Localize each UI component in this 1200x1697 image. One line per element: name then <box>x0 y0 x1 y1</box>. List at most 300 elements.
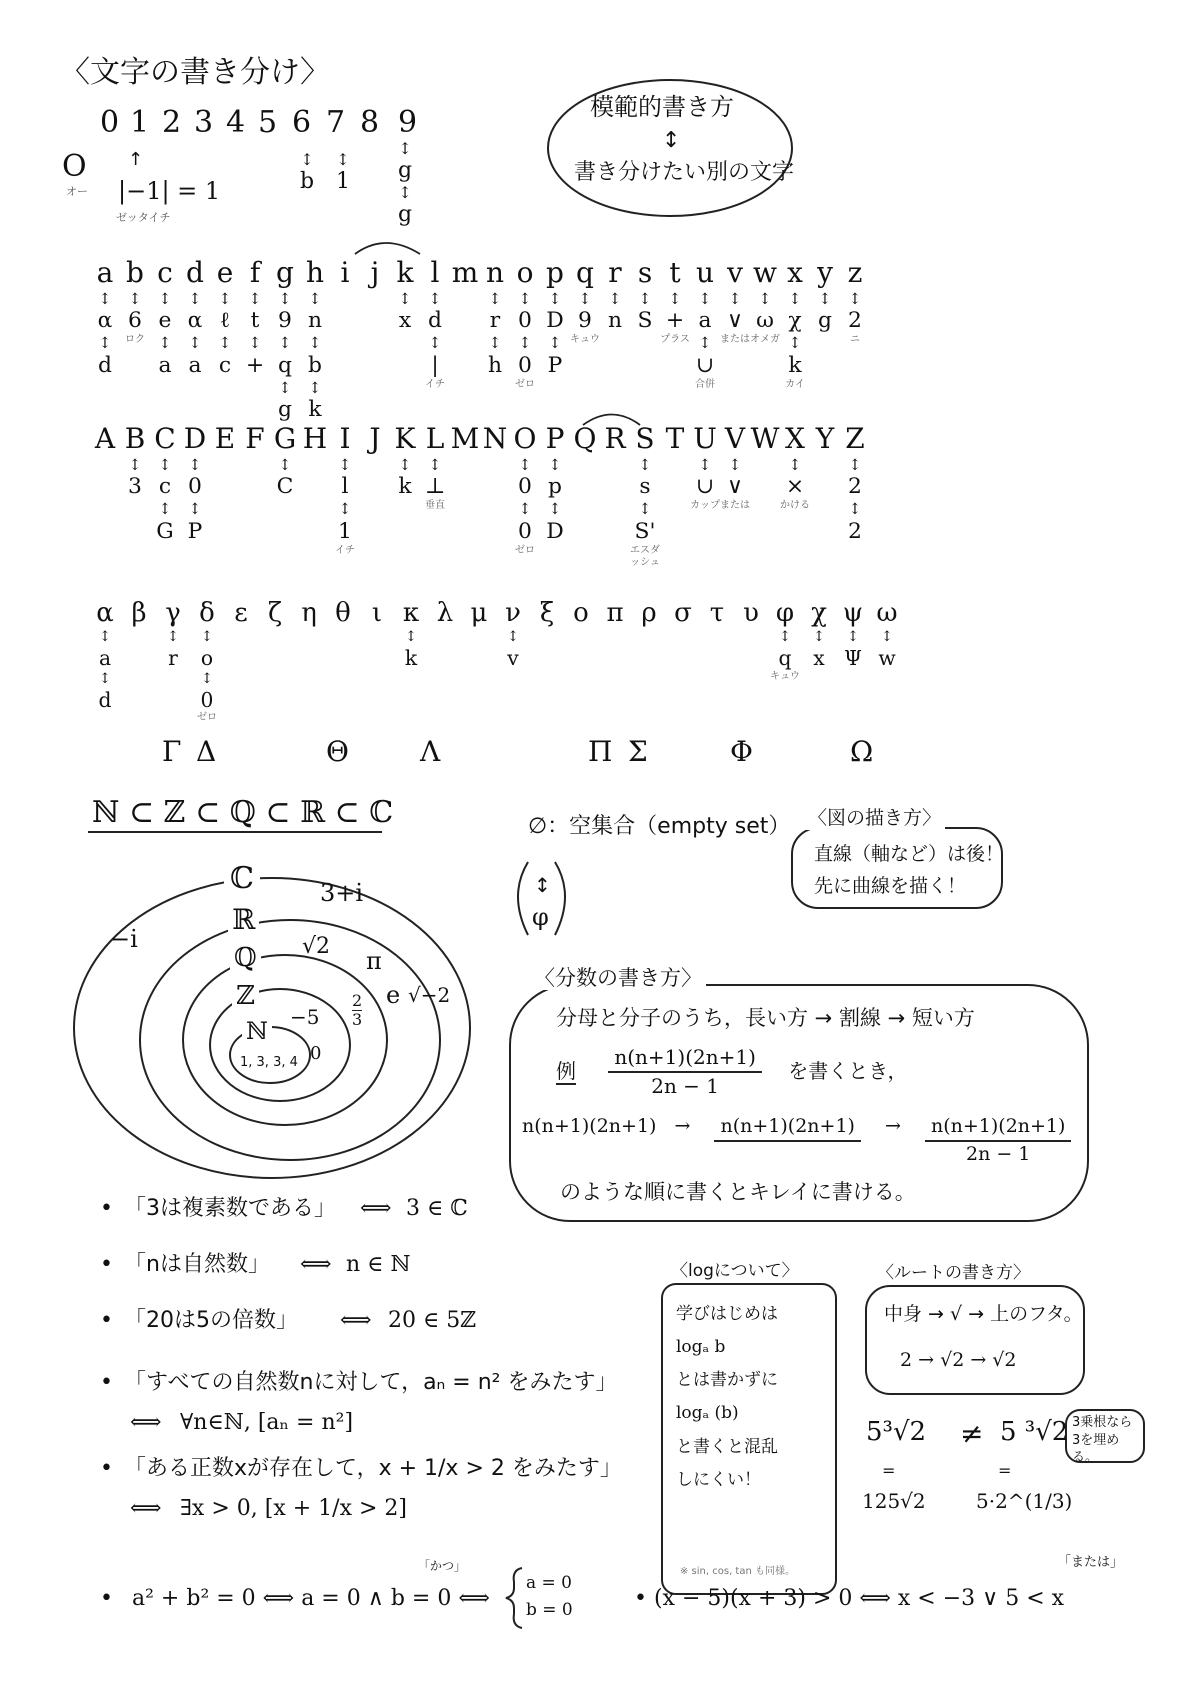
lower-char: v <box>727 256 743 289</box>
double-arrow-icon: ↕ <box>99 670 111 687</box>
statement-bullet: • <box>100 1370 113 1395</box>
greek-char: θ <box>335 598 351 628</box>
lower-alt: c <box>218 352 232 378</box>
greek-6 <box>258 598 292 629</box>
digit-4: 4 <box>226 105 246 140</box>
upper-26 <box>840 422 870 545</box>
upper-alt: ⊥ <box>424 474 446 500</box>
lower-alt: g <box>278 397 292 423</box>
lower-alt: n <box>607 308 623 334</box>
upper-char: P <box>545 422 565 455</box>
lower-char: d <box>186 256 204 289</box>
double-arrow-icon: ↕ <box>248 289 262 308</box>
double-arrow-icon: ↕ <box>548 455 562 474</box>
double-arrow-icon: ↕ <box>518 289 532 308</box>
greek-char: φ <box>775 598 795 628</box>
upper-18 <box>600 422 630 456</box>
upper-8 <box>300 422 330 456</box>
lower-note: ロク <box>125 334 145 346</box>
upper-char: J <box>369 422 381 455</box>
double-arrow-icon: ↕ <box>668 289 682 308</box>
double-arrow-icon: ↕ <box>698 455 712 474</box>
lower-alt: | <box>431 352 439 378</box>
statement-left: 「3は複素数である」 <box>124 1196 336 1221</box>
lower-alt: P <box>547 352 563 378</box>
lower-note: カイ <box>785 378 805 390</box>
lower-char: z <box>847 256 863 289</box>
iff-icon: ⟺ <box>340 1308 372 1333</box>
greek-char: α <box>96 598 114 628</box>
root-compare-right: 5 ³√2 <box>1000 1417 1069 1447</box>
lower-alt: a <box>188 352 202 378</box>
double-arrow-icon: ↕ <box>548 500 562 519</box>
greek-char: υ <box>743 598 759 628</box>
greek-4 <box>190 598 224 724</box>
example-minus5: −5 <box>290 1005 320 1029</box>
lower-10 <box>360 256 390 290</box>
double-arrow-icon: ↕ <box>428 289 442 308</box>
statement-right: 20 ∈ 5ℤ <box>388 1308 477 1333</box>
iff-icon: ⟺ <box>360 1196 392 1221</box>
empty-set-label: ：空集合（empty set） <box>547 814 791 839</box>
double-arrow-icon: ↕ <box>398 455 412 474</box>
greek-char: δ <box>199 598 215 628</box>
greek-upper-8: Ω <box>850 735 874 768</box>
bottom-left-annotation: 「かつ」 <box>418 1559 467 1573</box>
double-arrow-icon: ↕ <box>813 629 825 646</box>
lower-alt: 9 <box>578 308 592 334</box>
greek-9 <box>360 598 394 629</box>
greek-10 <box>394 598 428 671</box>
example-sqrt-minus2: √−2 <box>408 983 451 1007</box>
lower-char: b <box>126 256 144 289</box>
greek-alt: x <box>813 646 825 671</box>
lower-char: c <box>157 256 173 289</box>
upper-3 <box>150 422 180 545</box>
double-arrow-icon: ↕ <box>338 500 352 519</box>
lower-char: r <box>608 256 622 289</box>
upper-char: K <box>394 422 416 455</box>
example-minus-i: −i <box>110 925 138 953</box>
greek-char: λ <box>436 598 454 628</box>
greek-char: π <box>606 598 624 628</box>
greek-18 <box>666 598 700 629</box>
lower-alt: 0 <box>518 308 532 334</box>
lower-char: s <box>637 256 653 289</box>
double-arrow-icon: ↕ <box>848 289 862 308</box>
greek-alt: a <box>98 646 112 671</box>
greek-note: キュウ <box>770 670 800 682</box>
upper-6 <box>240 422 270 456</box>
double-arrow-icon: ↕ <box>128 455 142 474</box>
double-arrow-icon: ↕ <box>201 629 213 646</box>
double-arrow-icon: ↕ <box>788 289 802 308</box>
greek-alt: o <box>200 646 214 671</box>
digit-nine-alts: ↕ g ↕ g <box>398 139 413 228</box>
upper-note: イチ <box>335 544 355 556</box>
greek-8 <box>326 598 360 629</box>
digit-8: 8 <box>360 105 380 140</box>
figure-tips-title: 〈図の描き方〉 <box>804 808 945 830</box>
example-pi: π <box>366 947 382 975</box>
lower-16 <box>540 256 570 379</box>
greek-15 <box>564 598 598 629</box>
greek-21 <box>768 598 802 683</box>
upper-note: ゼロ <box>515 544 535 556</box>
double-arrow-icon: ↕ <box>158 289 172 308</box>
digit-one-example-label: ゼッタイチ <box>116 211 171 224</box>
double-arrow-icon: ↕ <box>638 455 652 474</box>
lower-note: ニ <box>850 334 860 346</box>
greek-1 <box>88 598 122 712</box>
greek-16 <box>598 598 632 629</box>
statement-bullet: • <box>100 1252 113 1277</box>
greek-upper-2: Δ <box>196 735 217 768</box>
lower-char: y <box>817 256 833 289</box>
lower-char: u <box>695 256 715 289</box>
lower-note: 合併 <box>695 378 715 390</box>
bottom-left-cases: a = 0 b = 0 <box>526 1573 573 1621</box>
double-arrow-icon: ↕ <box>188 289 202 308</box>
bottom-left-expr: a² + b² = 0 ⟺ a = 0 ∧ b = 0 ⟺ <box>132 1586 490 1611</box>
greek-alt: w <box>878 646 896 671</box>
lower-alt: k <box>308 397 322 423</box>
lower-alt: g <box>818 308 832 334</box>
digit-2: 2 <box>162 105 182 140</box>
double-arrow-icon: ↕ <box>638 500 652 519</box>
lower-alt: r <box>489 308 501 334</box>
lower-22 <box>720 256 750 346</box>
upper-char: S <box>635 422 655 455</box>
upper-char: I <box>339 422 351 455</box>
label-N: ℕ <box>242 1018 272 1046</box>
bottom-right-expr: • (x − 5)(x + 3) > 0 ⟺ x < −3 ∨ 5 < x <box>634 1586 1065 1611</box>
upper-4 <box>180 422 210 545</box>
upper-19 <box>630 422 660 569</box>
double-arrow-icon: ↕ <box>188 500 202 519</box>
lower-8 <box>300 256 330 424</box>
greek-20 <box>734 598 768 629</box>
legend-bottom: 書き分けたい別の文字 <box>574 160 795 185</box>
lower-alt: + <box>245 352 265 378</box>
bottom-right-annotation: 「または」 <box>1058 1555 1124 1570</box>
double-arrow-icon: ↕ <box>278 378 292 397</box>
upper-note: カップ <box>690 500 720 512</box>
greek-alt: r <box>168 646 178 671</box>
digit-seven-alts: ↕ 1 <box>336 150 350 195</box>
greek-19 <box>700 598 734 629</box>
greek-upper-7: Φ <box>730 735 753 768</box>
lower-1 <box>90 256 120 379</box>
label-Z: ℤ <box>232 982 259 1012</box>
double-arrow-icon: ↕ <box>218 289 232 308</box>
root-tips-line1: 中身 → √ → 上のフタ。 <box>884 1303 1083 1325</box>
greek-char: ψ <box>842 598 864 628</box>
lower-note: ゼロ <box>515 378 535 390</box>
upper-25 <box>810 422 840 456</box>
upper-5 <box>210 422 240 456</box>
greek-2 <box>122 598 156 629</box>
greek-upper-1: Γ <box>162 735 182 768</box>
upper-char: L <box>425 422 445 455</box>
greek-5 <box>224 598 258 629</box>
upper-alt: 0 <box>518 518 532 544</box>
upper-char: Z <box>845 422 865 455</box>
root-compare-neq: ≠ <box>960 1417 984 1450</box>
when-writing-text: を書くとき， <box>788 1058 908 1083</box>
greek-note: ゼロ <box>197 712 217 724</box>
lower-char: a <box>96 256 114 289</box>
greek-alt: v <box>507 646 519 671</box>
double-arrow-icon: ↕ <box>308 289 322 308</box>
lower-25 <box>810 256 840 334</box>
lower-note: オメガ <box>750 334 780 346</box>
upper-20 <box>660 422 690 456</box>
double-arrow-icon: ↕ <box>548 289 562 308</box>
double-arrow-icon: ↕ <box>158 500 172 519</box>
double-arrow-icon: ↕ <box>188 334 202 353</box>
greek-char: ι <box>371 598 383 628</box>
greek-char: η <box>301 598 317 628</box>
greek-24 <box>870 598 904 671</box>
double-arrow-icon: ↕ <box>788 334 802 353</box>
lower-alt: n <box>307 308 323 334</box>
greek-17 <box>632 598 666 629</box>
statement-left: 「20は5の倍数」 <box>124 1308 298 1333</box>
lower-alt: + <box>665 308 685 334</box>
legend-arrow-icon: ↕ <box>662 128 681 153</box>
example-fraction: $\frac{n(n+1)(2n+1)}{2n - 1}$ <box>608 1046 762 1098</box>
double-arrow-icon: ↕ <box>488 334 502 353</box>
lower-char: l <box>430 256 440 289</box>
upper-char: M <box>450 422 480 455</box>
double-arrow-icon: ↕ <box>698 289 712 308</box>
example-two-thirds: 2 3 <box>352 991 363 1029</box>
set-Q-oval <box>183 955 387 1125</box>
root-tips-title: 〈ルートの書き方〉 <box>874 1264 1033 1284</box>
greek-11 <box>428 598 462 629</box>
step1-numerator: n(n+1)(2n+1) <box>522 1115 657 1137</box>
lower-char: f <box>249 256 261 289</box>
lower-9 <box>330 256 360 290</box>
lower-7 <box>270 256 300 424</box>
greek-char: ω <box>876 598 898 628</box>
double-arrow-icon: ↕ <box>698 334 712 353</box>
lower-alt: 9 <box>278 308 292 334</box>
lower-5 <box>210 256 240 379</box>
lower-note: または <box>720 334 750 346</box>
lower-char: w <box>753 256 777 289</box>
upper-alt: p <box>548 474 562 500</box>
root-eq-left: = <box>882 1461 896 1480</box>
log-tips-lines: 学びはじめは logₐ b とは書かずに logₐ (b) と書くと混乱 しにくい！ <box>676 1304 778 1490</box>
lower-3 <box>150 256 180 379</box>
upper-char: A <box>94 422 116 455</box>
greek-23 <box>836 598 870 671</box>
double-arrow-icon: ↕ <box>308 334 322 353</box>
lower-alt: S <box>637 308 653 334</box>
lower-14 <box>480 256 510 379</box>
double-arrow-icon: ↕ <box>99 629 111 646</box>
iff-icon: ⟺ <box>300 1252 332 1277</box>
fraction-rule: 分母と分子のうち，長い方 → 割線 → 短い方 <box>556 1006 975 1030</box>
upper-alt: 1 <box>338 518 352 544</box>
lower-alt: q <box>278 352 292 378</box>
double-arrow-icon: ↕ <box>201 670 213 687</box>
digit-1: 1 <box>130 105 150 140</box>
digit-one-example: |−1| = 1 <box>118 177 221 205</box>
greek-12 <box>462 598 496 629</box>
greek-char: σ <box>674 598 692 628</box>
upper-char: F <box>245 422 265 455</box>
double-arrow-icon: ↕ <box>608 289 622 308</box>
upper-alt: c <box>158 474 172 500</box>
digit-zero-alt-label: オー <box>66 185 88 198</box>
lower-19 <box>630 256 660 334</box>
lower-char: t <box>669 256 681 289</box>
example-naturals: 1, 3, 3, 4 <box>240 1055 298 1070</box>
lower-char: x <box>787 256 803 289</box>
greek-char: μ <box>470 598 488 628</box>
upper-22 <box>720 422 750 512</box>
upper-alt: S' <box>634 518 656 544</box>
statement-right: n ∈ ℕ <box>346 1252 411 1277</box>
upper-alt: P <box>187 518 203 544</box>
double-arrow-icon: ↕ <box>788 455 802 474</box>
upper-2 <box>120 422 150 500</box>
statement-left: 「すべての自然数nに対して，aₙ = n² をみたす」 <box>124 1370 618 1395</box>
lower-note: プラス <box>660 334 690 346</box>
double-arrow-icon: ↕ <box>158 334 172 353</box>
upper-char: D <box>183 422 207 455</box>
page-title: 〈文字の書き分け〉 <box>60 55 330 90</box>
upper-char: Q <box>573 422 597 455</box>
log-tips-footnote: ※ sin, cos, tan も同様。 <box>680 1566 795 1577</box>
greek-char: ρ <box>641 598 657 628</box>
bottom-left-bullet: • <box>100 1586 113 1611</box>
upper-24 <box>780 422 810 512</box>
upper-char: X <box>785 422 805 455</box>
digit-zero-alt: O <box>62 149 87 184</box>
lower-20 <box>660 256 690 346</box>
greek-upper-4: Λ <box>420 735 441 768</box>
upper-13 <box>450 422 480 456</box>
lower-alt: ω <box>756 308 774 334</box>
double-arrow-icon: ↕ <box>548 334 562 353</box>
upper-char: Y <box>815 422 835 455</box>
greek-char: γ <box>165 598 181 628</box>
statement-bullet: • <box>100 1308 113 1333</box>
lower-alt: α <box>187 308 203 334</box>
lower-char: e <box>216 256 234 289</box>
upper-9 <box>330 422 360 557</box>
iff-icon: ⟺ <box>130 1496 162 1521</box>
double-arrow-icon: ↕ <box>728 289 742 308</box>
upper-char: N <box>482 422 508 455</box>
greek-alt: d <box>98 687 112 712</box>
double-arrow-icon: ↕ <box>518 334 532 353</box>
step-arrow-icon: → <box>885 1115 901 1137</box>
double-arrow-icon: ↕ <box>848 500 862 519</box>
greek-14 <box>530 598 564 629</box>
upper-alt: 2 <box>848 474 862 500</box>
upper-alt: l <box>341 474 349 500</box>
example-3i: 3+i <box>320 879 364 907</box>
lower-alt: ℓ <box>219 308 231 334</box>
upper-14 <box>480 422 510 456</box>
double-arrow-icon: ↕ <box>578 289 592 308</box>
upper-alt: ∪ <box>695 474 715 500</box>
double-arrow-icon: ↕ <box>518 500 532 519</box>
upper-char: U <box>693 422 717 455</box>
fraction-closing: のような順に書くとキレイに書ける。 <box>560 1180 916 1204</box>
greek-alt: 0 <box>200 687 214 712</box>
lower-12 <box>420 256 450 391</box>
step3-fraction: $\frac{n(n+1)(2n+1)}{2n - 1}$ <box>925 1116 1071 1166</box>
double-arrow-icon: ↕ <box>779 629 791 646</box>
double-arrow-icon: ↕ <box>398 289 412 308</box>
example-sqrt2: √2 <box>302 934 331 959</box>
lower-6 <box>240 256 270 379</box>
double-arrow-icon: ↕ <box>128 289 142 308</box>
greek-upper-3: Θ <box>326 735 349 768</box>
lower-alt: b <box>308 352 322 378</box>
upper-alt: G <box>156 518 174 544</box>
double-arrow-icon: ↕ <box>428 455 442 474</box>
example-label: 例 <box>556 1058 576 1083</box>
upper-alt: × <box>785 474 805 500</box>
lower-char: q <box>576 256 594 289</box>
upper-alt: 0 <box>188 474 202 500</box>
upper-char: B <box>124 422 146 455</box>
double-arrow-icon: ↕ <box>758 289 772 308</box>
lower-alt: ∪ <box>695 352 715 378</box>
double-arrow-icon: ↕ <box>167 629 179 646</box>
lower-note: キュウ <box>570 334 600 346</box>
upper-alt: D <box>546 518 564 544</box>
lower-alt: d <box>428 308 442 334</box>
root-compare-left: 5³√2 <box>866 1417 927 1447</box>
lower-alt: x <box>398 308 412 334</box>
upper-alt: s <box>639 474 651 500</box>
upper-char: H <box>302 422 328 455</box>
lower-alt: t <box>250 308 260 334</box>
upper-alt: 0 <box>518 474 532 500</box>
greek-alt: k <box>404 646 418 671</box>
root-eq-right: = <box>998 1461 1012 1480</box>
upper-note: または <box>720 500 750 512</box>
step2-fraction: n(n+1)(2n+1) <box>714 1116 860 1166</box>
double-arrow-icon: ↕ <box>188 455 202 474</box>
upper-alt: C <box>276 474 294 500</box>
lower-char: p <box>546 256 564 289</box>
greek-upper-5: Π <box>588 735 613 768</box>
double-arrow-icon: ↕ <box>488 289 502 308</box>
example-e: e <box>386 981 401 1009</box>
greek-char: κ <box>402 598 420 628</box>
empty-set-arrow-icon: ↕ <box>534 873 551 897</box>
greek-char: ε <box>234 598 248 628</box>
upper-note: 垂直 <box>425 500 445 512</box>
upper-17 <box>570 422 600 456</box>
lower-alt: a <box>698 308 712 334</box>
lower-24 <box>780 256 810 391</box>
lower-char: j <box>370 256 380 289</box>
upper-7 <box>270 422 300 500</box>
digit-9: 9 <box>398 105 418 140</box>
digit-6: 6 <box>292 105 312 140</box>
upper-alt: k <box>398 474 412 500</box>
